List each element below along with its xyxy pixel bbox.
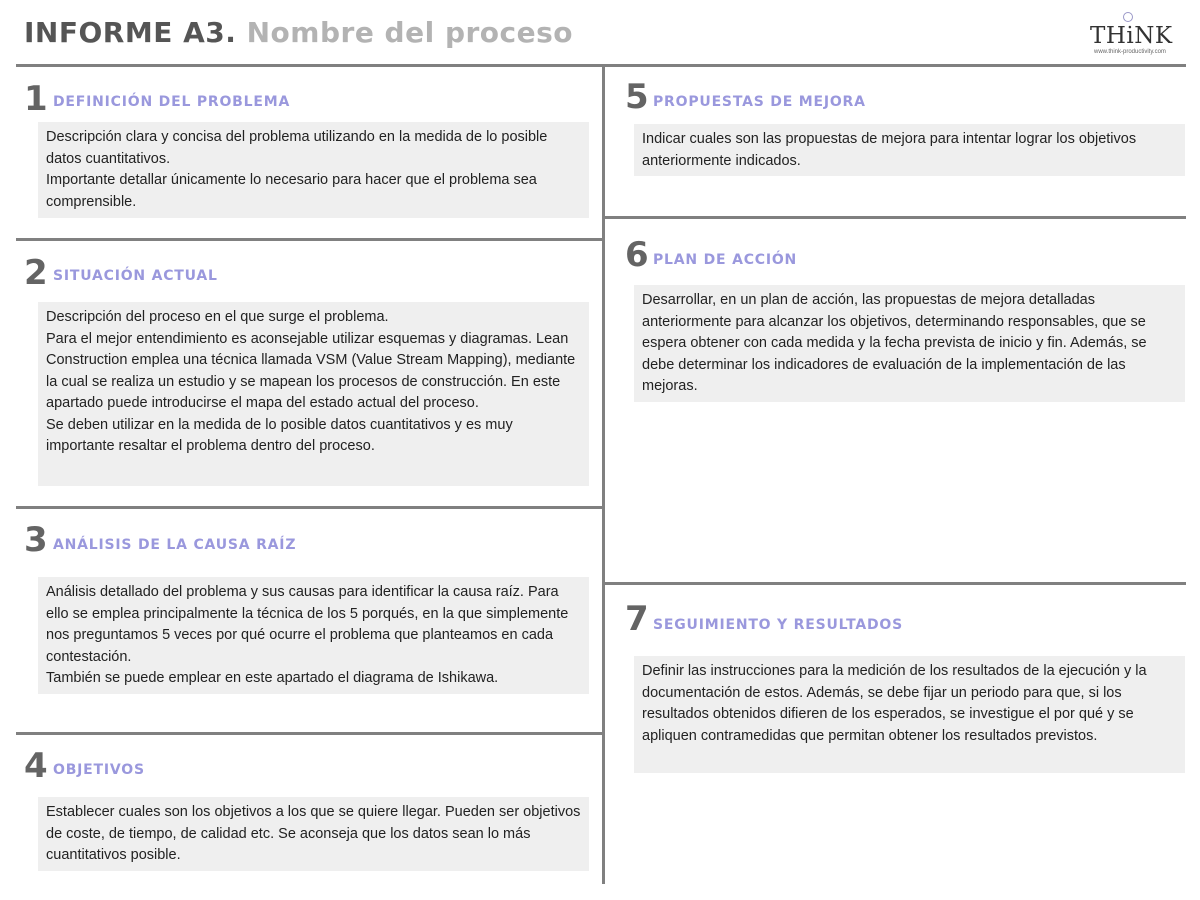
logo-url: www.think-productivity.com — [1094, 49, 1166, 55]
title-main: INFORME A3. — [24, 16, 237, 49]
section-number: 6 — [625, 235, 649, 275]
section-title: SEGUIMIENTO Y RESULTADOS — [653, 617, 903, 633]
section-description — [634, 124, 1185, 176]
paragraph: También se puede emplear en este apartado el diagrama de Ishikawa. — [46, 670, 499, 686]
paragraph: Descripción clara y concisa del problema utilizando en la medida de lo posible datos cuantitativos. — [46, 129, 548, 167]
section-description — [634, 285, 1185, 402]
section-number: 7 — [625, 599, 649, 639]
title-sub: Nombre del proceso — [246, 16, 574, 49]
divider-3-4 — [16, 732, 604, 735]
paragraph: Definir las instrucciones para la medición de los resultados de la ejecución y la documentación de estos. Además, se debe fijar un periodo para que, si los resultados obtenidos difieren de los esperados, se investigue el por qué y se apliquen contramedidas que permitan obtener los resultados previstos. — [642, 663, 1147, 744]
section-title: ANÁLISIS DE LA CAUSA RAÍZ — [53, 537, 297, 553]
paragraph: Se deben utilizar en la medida de lo posible datos cuantitativos y es muy importante resaltar el problema dentro del proceso. — [46, 416, 513, 454]
section-description — [38, 302, 589, 486]
section-number: 3 — [24, 520, 48, 560]
divider-5-6 — [604, 216, 1186, 219]
page-title — [24, 16, 573, 49]
divider-6-7 — [604, 582, 1186, 585]
divider-2-3 — [16, 506, 604, 509]
section-title: PROPUESTAS DE MEJORA — [653, 94, 866, 110]
section-number: 1 — [24, 79, 48, 119]
paragraph: Desarrollar, en un plan de acción, las propuestas de mejora detalladas anteriormente para alcanzar los objetivos, determinando responsables, que se espera obtener con cada medida y la fecha prevista de inicio y fin. Además, se debe determinar los indicadores de evaluación de la implementación de las mejoras. — [642, 292, 1147, 394]
section-title: DEFINICIÓN DEL PROBLEMA — [53, 94, 291, 110]
paragraph: Para el mejor entendimiento es aconsejable utilizar esquemas y diagramas. Lean Construction emplea una técnica llamada VSM (Value Stream Mapping), mediante la cual se realiza un estudio y se mapean los procesos de construcción. En este apartado puede introducirse el mapa del estado actual del proceso. — [46, 330, 576, 411]
section-description — [38, 122, 589, 218]
section-title: SITUACIÓN ACTUAL — [53, 268, 218, 284]
header-divider — [16, 64, 1186, 67]
section-description — [38, 797, 589, 871]
paragraph: Análisis detallado del problema y sus causas para identificar la causa raíz. Para ello se emplea principalmente la técnica de los 5 porqués, en la que simplemente nos preguntamos 5 veces por qué ocurre el problema que planteamos en cada contestación. — [46, 584, 569, 665]
paragraph: Establecer cuales son los objetivos a los que se quiere llegar. Pueden ser objetivos de coste, de tiempo, de calidad etc. Se aconseja que los datos sean lo más cuantitativos posible. — [46, 804, 581, 863]
paragraph: Importante detallar únicamente lo necesario para hacer que el problema sea comprensible. — [46, 172, 537, 210]
section-description — [38, 577, 589, 694]
section-title: OBJETIVOS — [53, 762, 145, 778]
think-logo — [1088, 8, 1180, 58]
section-number: 2 — [24, 253, 48, 293]
logo-text: THiNK — [1090, 23, 1173, 49]
column-divider — [602, 64, 605, 884]
paragraph: Indicar cuales son las propuestas de mejora para intentar lograr los objetivos anteriormente indicados. — [642, 131, 1137, 169]
section-number: 5 — [625, 77, 649, 117]
section-number: 4 — [24, 746, 48, 786]
paragraph: Descripción del proceso en el que surge el problema. — [46, 309, 389, 325]
logo-circle-icon — [1123, 12, 1133, 22]
section-title: PLAN DE ACCIÓN — [653, 252, 798, 268]
section-description — [634, 656, 1185, 773]
divider-1-2 — [16, 238, 604, 241]
